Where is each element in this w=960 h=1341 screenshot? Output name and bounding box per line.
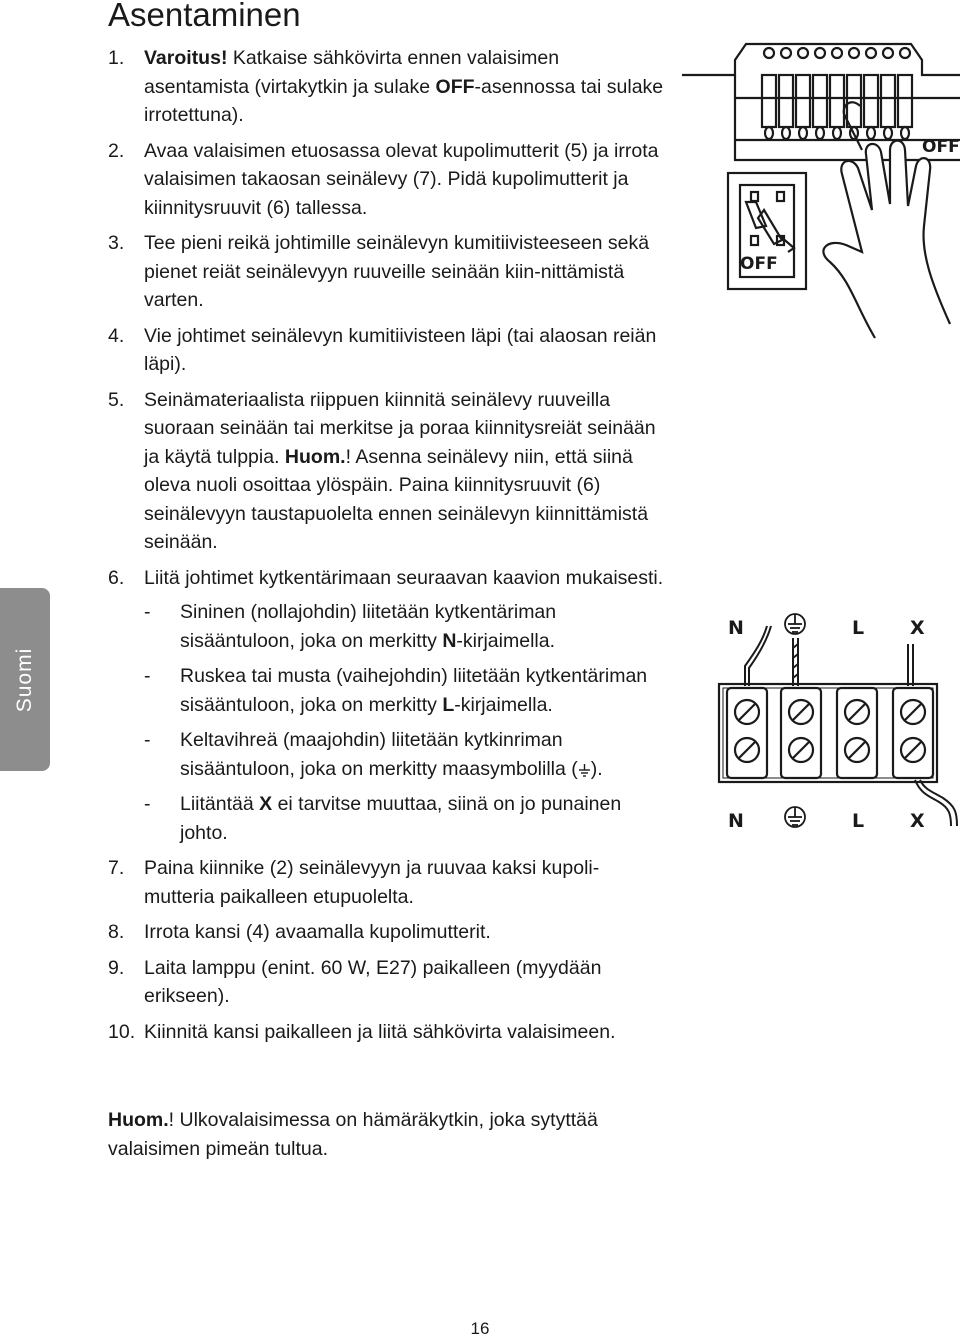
step-body: [144, 47, 663, 126]
sub-item: [144, 726, 668, 783]
step-item: [108, 1018, 668, 1047]
power-off-illustration: [680, 40, 960, 340]
step-number: 8.: [108, 921, 125, 943]
step-body: [144, 232, 649, 311]
sub-item: [144, 662, 668, 719]
sub-item-body: [180, 793, 621, 844]
page-title: Asentaminen: [108, 0, 301, 33]
terminal-label-x-bottom: X: [910, 810, 925, 832]
step-text: ! Asenna seinälevy niin, että siinä oleva nuoli osoittaa ylöspäin. Paina kiinnitysruuvit (6) seinälevyyn taustapuolelta ennen seinälevyn kiinnittämistä seinään.: [144, 445, 649, 553]
step-body: [144, 325, 656, 376]
sub-item-dash: -: [144, 601, 151, 623]
sub-item-dash: -: [144, 729, 151, 751]
step-item: [108, 44, 668, 130]
step-text: Kiinnitä kansi paikalleen ja liitä sähkövirta valaisimeen.: [144, 1020, 616, 1043]
sub-item: [144, 598, 668, 655]
terminal-label-l-bottom: L: [852, 810, 865, 832]
step-number: 3.: [108, 232, 125, 254]
step-text: Tee pieni reikä johtimille seinälevyn kumitiivisteeseen sekä pienet reiät seinälevyyn ruuveille seinään kiin-nittämistä varten.: [144, 232, 650, 311]
step-text: Ruskea tai musta (vaihejohdin) liitetään kytkentäriman sisääntuloon, joka on merkitty: [180, 665, 648, 716]
step-text: Keltavihreä (maajohdin) liitetään kytkinriman sisääntuloon, joka on merkitty maasymbolilla (: [180, 729, 578, 780]
step-number: 4.: [108, 324, 125, 347]
note-text: ! Ulkovalaisimessa on hämäräkytkin, joka sytyttää valaisimen pimeän tultua.: [108, 1109, 598, 1160]
terminal-label-x-top: X: [910, 617, 925, 639]
sub-item-dash: -: [144, 665, 151, 687]
step-number: 5.: [108, 388, 125, 411]
fuse-box-icon: [682, 44, 960, 160]
emphasis-text: X: [259, 793, 273, 815]
note: [108, 1106, 688, 1163]
emphasis-text: N: [442, 629, 457, 652]
sub-item-body: [180, 729, 603, 780]
step-item: [108, 854, 668, 911]
step-body: [144, 1021, 616, 1043]
step-text: Avaa valaisimen etuosassa olevat kupolimutterit (5) ja irrota valaisimen takaosan seinälevy (7). Pidä kupolimutterit ja kiinnitysruuvit (6) tallessa.: [144, 139, 659, 219]
step-item: [108, 137, 668, 223]
step-text: Katkaise sähkövirta ennen valaisimen asentamista (virtakytkin ja sulake: [144, 47, 560, 98]
step-text: Seinämateriaalista riippuen kiinnitä seinälevy ruuveilla suoraan seinään tai merkitse ja poraa kiinnitysreiät seinään ja käytä tulppia.: [144, 388, 656, 468]
sub-item-body: [180, 601, 556, 652]
step-number: 10.: [108, 1020, 136, 1043]
step-body: [144, 957, 601, 1008]
switch-off-label: OFF: [740, 254, 778, 274]
terminal-label-n-bottom: N: [728, 810, 744, 832]
page-number: 16: [470, 1319, 490, 1338]
step-text: Sininen (nollajohdin) liitetään kytkentäriman sisääntuloon, joka on merkitty: [180, 601, 557, 652]
step-item: [108, 918, 668, 947]
step-item: [108, 229, 668, 315]
fusebox-off-label: OFF: [922, 137, 960, 157]
step-text: Liitä johtimet kytkentärimaan seuraavan kaavion mukaisesti.: [144, 566, 664, 589]
step-body: [144, 857, 599, 908]
earth-icon: [785, 614, 805, 634]
step-item: [108, 322, 668, 379]
step-text: -kirjaimella.: [456, 629, 556, 652]
step-body: [144, 567, 663, 589]
sub-item: [144, 790, 668, 847]
step-text: -kirjaimella.: [454, 693, 553, 716]
terminal-block-icon: [719, 684, 937, 782]
step-body: [144, 921, 491, 943]
step-body: [144, 389, 656, 554]
sub-item-dash: -: [144, 793, 151, 815]
step-text: ).: [590, 757, 603, 780]
emphasis-text: L: [442, 693, 455, 716]
emphasis-text: Varoitus!: [144, 47, 228, 69]
step-text: Laita lamppu (enint. 60 W, E27) paikalleen (myydään erikseen).: [144, 956, 602, 1007]
earth-symbol-icon: [578, 757, 591, 771]
emphasis-text: OFF: [435, 75, 475, 98]
step-number: 9.: [108, 956, 125, 979]
language-tab-label: Suomi: [13, 647, 36, 712]
step-text: Vie johtimet seinälevyn kumitiivisteen läpi (tai alaosan reiän läpi).: [144, 324, 657, 375]
step-number: 7.: [108, 857, 125, 879]
step-body: [144, 140, 658, 219]
step-text: ei tarvitse muuttaa, siinä on jo punainen johto.: [180, 793, 622, 844]
language-tab: [0, 588, 50, 771]
sub-item-body: [180, 665, 647, 716]
step-number: 6.: [108, 566, 125, 589]
emphasis-text: Huom.: [284, 445, 346, 468]
wire-icon: [745, 626, 957, 826]
terminal-label-l-top: L: [852, 617, 865, 639]
sub-list: [144, 598, 668, 847]
step-number: 2.: [108, 139, 125, 162]
step-text: Liitäntää: [180, 793, 260, 815]
step-item: [108, 564, 668, 848]
step-item: [108, 386, 668, 557]
note-label: Huom.: [108, 1109, 169, 1131]
terminal-label-n-top: N: [728, 617, 744, 639]
instruction-steps: [108, 44, 668, 1053]
earth-icon: [785, 807, 805, 827]
step-item: [108, 954, 668, 1011]
terminal-block-diagram: [715, 600, 960, 840]
step-text: -asennossa tai sulake irrotettuna).: [144, 75, 664, 126]
step-number: 1.: [108, 47, 125, 69]
step-text: Paina kiinnike (2) seinälevyyn ja ruuvaa kaksi kupoli-mutteria paikalleen etupuolelta.: [144, 857, 600, 908]
step-text: Irrota kansi (4) avaamalla kupolimutterit.: [144, 921, 491, 943]
